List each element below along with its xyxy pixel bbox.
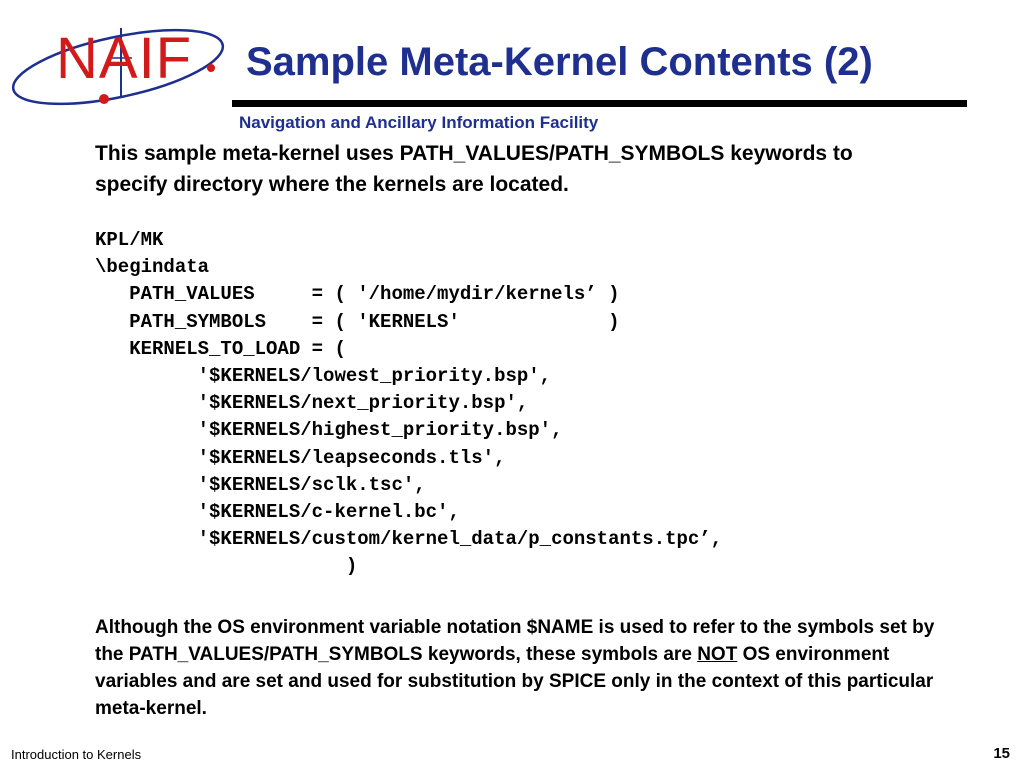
slide-title: Sample Meta-Kernel Contents (2) [246,40,873,84]
code-line: KERNELS_TO_LOAD = ( [95,337,346,360]
meta-kernel-code-block [95,227,722,580]
note-text-part2: OS environment variables and are set and used for substitution by SPICE only in the context of this particular meta-kernel. [95,644,934,719]
code-line: \begindata [95,256,210,279]
code-line: ) [95,555,358,578]
code-line: '$KERNELS/next_priority.bsp', [95,392,529,415]
code-line: '$KERNELS/leapseconds.tls', [95,446,506,469]
code-line: '$KERNELS/sclk.tsc', [95,473,426,496]
note-emphasis: NOT [697,644,738,665]
note-paragraph [95,614,965,722]
organization-subtitle: Navigation and Ancillary Information Facility [239,113,599,132]
page-number: 15 [993,745,1010,762]
code-line: '$KERNELS/c-kernel.bc', [95,500,460,523]
code-line: '$KERNELS/custom/kernel_data/p_constants.tpc’, [95,528,723,551]
logo-text: NAIF [56,26,193,91]
code-line: PATH_SYMBOLS = ( 'KERNELS' ) [95,310,620,333]
code-line: KPL/MK [95,229,164,251]
intro-paragraph: This sample meta-kernel uses PATH_VALUES/PATH_SYMBOLS keywords to specify directory where the kernels are located. [95,142,853,196]
title-divider [232,100,967,107]
naif-logo [0,0,230,120]
code-line: '$KERNELS/lowest_priority.bsp', [95,364,552,387]
note-text-part1: Although the OS environment variable notation $NAME is used to refer to the symbols set by the PATH_VALUES/PATH_SYMBOLS keywords, these symbols are [95,617,935,665]
code-line: '$KERNELS/highest_priority.bsp', [95,419,563,442]
footer-course-title: Introduction to Kernels [11,747,142,762]
code-line: PATH_VALUES = ( '/home/mydir/kernels’ ) [95,283,620,306]
